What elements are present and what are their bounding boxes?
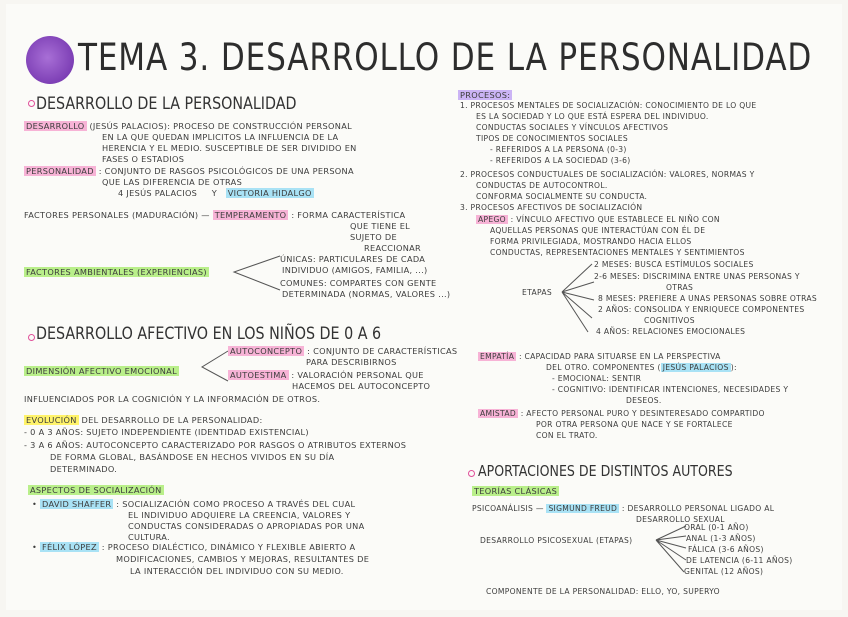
line: - 3 A 6 AÑOS: AUTOCONCEPTO CARACTERIZADO POR RASGOS O ATRIBUTOS EXTERNOS [24, 440, 407, 450]
line: 1. PROCESOS MENTALES DE SOCIALIZACIÓN: CONOCIMIENTO DE LO QUE [460, 101, 757, 110]
line: 4 AÑOS: RELACIONES EMOCIONALES [596, 327, 746, 336]
notes-page [6, 4, 842, 610]
line: FÁLICA (3-6 AÑOS) [688, 545, 764, 554]
term-procesos: PROCESOS: [460, 90, 511, 100]
brace-dimension [200, 349, 230, 383]
line: COGNITIVOS [644, 316, 695, 325]
line: CULTURA. [128, 532, 170, 542]
line: FASES O ESTADIOS [102, 154, 185, 164]
line: DESARROLLO (JESÚS PALACIOS): PROCESO DE CONSTRUCCIÓN PERSONAL [26, 121, 352, 131]
line: CONDUCTAS SOCIALES Y VÍNCULOS AFECTIVOS [476, 123, 669, 132]
line: 2 MESES: BUSCA ESTÍMULOS SOCIALES [594, 260, 754, 269]
line [472, 486, 559, 497]
line: GENITAL (12 AÑOS) [684, 567, 764, 576]
line: PERSONALIDAD : CONJUNTO DE RASGOS PSICOLÓGICOS DE UNA PERSONA [26, 166, 354, 176]
term-apego: APEGO [478, 215, 506, 224]
line: ES LA SOCIEDAD Y LO QUE ESTÁ ESPERA DEL INDIVIDUO. [476, 112, 709, 121]
line: FORMA PRIVILEGIADA, MOSTRANDO HACIA ELLOS [490, 237, 692, 246]
line: ÚNICAS: PARTICULARES DE CADA [280, 254, 426, 264]
brace-etapas [558, 260, 598, 340]
line: LA INTERACCIÓN DEL INDIVIDUO CON SU MEDIO. [130, 566, 344, 576]
line: HERENCIA Y EL MEDIO. SUSCEPTIBLE DE SER DIVIDIDO EN [102, 143, 357, 153]
line: ORAL (0-1 AÑO) [684, 523, 749, 532]
line: INFLUENCIADOS POR LA COGNICIÓN Y LA INFORMACIÓN DE OTROS. [24, 394, 321, 404]
line [24, 366, 179, 377]
line: AUTOESTIMA : VALORACIÓN PERSONAL QUE [230, 370, 424, 380]
line: OTRAS [666, 283, 694, 292]
line: CONDUCTAS CONSIDERADAS O APROPIADAS POR UNA [128, 521, 365, 531]
term-autoestima: AUTOESTIMA [230, 370, 287, 380]
line: 8 MESES: PREFIERE A UNAS PERSONAS SOBRE OTRAS [598, 294, 817, 303]
line: ANAL (1-3 AÑOS) [686, 534, 756, 543]
line: AUTOCONCEPTO : CONJUNTO DE CARACTERÍSTICAS [230, 346, 458, 356]
line: 4 JESÚS PALACIOS Y VICTORIA HIDALGO [118, 188, 312, 198]
line: MODIFICACIONES, CAMBIOS Y MEJORAS, RESULTANTES DE [116, 554, 370, 564]
bullet-dot [468, 470, 475, 477]
line: COMUNES: COMPARTES CON GENTE [280, 278, 437, 288]
term-teorias-clasicas: TEORÍAS CLÁSICAS [474, 486, 558, 496]
term-empatia: EMPATÍA [480, 352, 515, 361]
line: EL INDIVIDUO ADQUIERE LA CREENCIA, VALORES Y [128, 510, 351, 520]
line: SUJETO DE [350, 232, 398, 242]
line: FACTORES PERSONALES (MADURACIÓN) — TEMPERAMENTO : FORMA CARACTERÍSTICA [24, 210, 406, 220]
term-autoconcepto: AUTOCONCEPTO [230, 346, 303, 356]
bullet-dot [28, 100, 35, 107]
line: DESARROLLO PSICOSEXUAL (ETAPAS) [480, 536, 633, 545]
line: POR OTRA PERSONA QUE NACE Y SE FORTALECE [536, 420, 733, 429]
line: 2 AÑOS: CONSOLIDA Y ENRIQUECE COMPONENTES [598, 305, 805, 314]
author-jesus-palacios: JESÚS PALACIOS [662, 363, 729, 372]
line: DESARROLLO SEXUAL [636, 515, 725, 524]
term-amistad: AMISTAD [480, 409, 516, 418]
term-personalidad: PERSONALIDAD [26, 166, 94, 176]
line: PARA DESCRIBIRNOS [306, 357, 397, 367]
term-temperamento: TEMPERAMENTO [214, 210, 287, 220]
author-shaffer: DAVID SHAFFER [42, 499, 112, 509]
line: CON EL TRATO. [536, 431, 598, 440]
line: EN LA QUE QUEDAN IMPLICITOS LA INFLUENCIA DE LA [102, 132, 339, 142]
line: AMISTAD : AFECTO PERSONAL PURO Y DESINTERESADO COMPARTIDO [480, 409, 765, 418]
line: CONFORMA SOCIALMENTE SU CONDUCTA. [476, 192, 648, 201]
line: • FÉLIX LÓPEZ : PROCESO DIALÉCTICO, DINÁMICO Y FLEXIBLE ABIERTO A [32, 542, 356, 552]
line: DEL OTRO. COMPONENTES ( JESÚS PALACIOS ): [546, 363, 737, 372]
line: QUE LAS DIFERENCIA DE OTRAS [102, 177, 243, 187]
line: 2. PROCESOS CONDUCTUALES DE SOCIALIZACIÓN: VALORES, NORMAS Y [460, 170, 755, 179]
line: DETERMINADO. [50, 464, 118, 474]
section-heading-afectivo: DESARROLLO AFECTIVO EN LOS NIÑOS DE 0 A 6 [36, 324, 382, 344]
line: DE LATENCIA (6-11 AÑOS) [686, 556, 793, 565]
line: - EMOCIONAL: SENTIR [552, 374, 642, 383]
line: EMPATÍA : CAPACIDAD PARA SITUARSE EN LA PERSPECTIVA [480, 352, 721, 361]
line [28, 485, 164, 496]
brace-ambientales [232, 254, 282, 294]
line: 3. PROCESOS AFECTIVOS DE SOCIALIZACIÓN [460, 203, 643, 212]
line: PSICOANÁLISIS — SIGMUND FREUD : DESARROLLO PERSONAL LIGADO AL [472, 504, 775, 513]
line: EVOLUCIÓN DEL DESARROLLO DE LA PERSONALIDAD: [26, 415, 263, 425]
line: CONDUCTAS DE AUTOCONTROL. [476, 181, 608, 190]
line: QUE TIENE EL [350, 221, 411, 231]
term-evolucion: EVOLUCIÓN [26, 415, 77, 425]
line: COMPONENTE DE LA PERSONALIDAD: ELLO, YO, SUPERYO [486, 587, 720, 596]
term-aspectos: ASPECTOS DE SOCIALIZACIÓN [30, 485, 162, 495]
term-factores-ambientales: FACTORES AMBIENTALES (EXPERIENCIAS) [26, 267, 207, 277]
line: INDIVIDUO (AMIGOS, FAMILIA, ...) [282, 265, 428, 275]
page-title: TEMA 3. DESARROLLO DE LA PERSONALIDAD [78, 36, 813, 79]
purple-ink-blot [26, 36, 74, 84]
line: - COGNITIVO: IDENTIFICAR INTENCIONES, NECESIDADES Y [552, 385, 789, 394]
line: - REFERIDOS A LA PERSONA (0-3) [490, 145, 627, 154]
line: HACEMOS DEL AUTOCONCEPTO [292, 381, 431, 391]
line: REACCIONAR [364, 243, 422, 253]
section-heading-aportaciones: APORTACIONES DE DISTINTOS AUTORES [478, 462, 733, 480]
line [24, 267, 209, 278]
line: DESEOS. [626, 396, 662, 405]
author-lopez: FÉLIX LÓPEZ [42, 542, 97, 552]
line: • DAVID SHAFFER : SOCIALIZACIÓN COMO PROCESO A TRAVÉS DEL CUAL [32, 499, 356, 509]
section-heading-desarrollo: DESARROLLO DE LA PERSONALIDAD [36, 94, 297, 114]
brace-etapas-freud [654, 522, 688, 574]
line: AQUELLAS PERSONAS QUE INTERACTÚAN CON ÉL DE [490, 226, 706, 235]
author-victoria-hidalgo: VICTORIA HIDALGO [227, 188, 312, 198]
line: TIPOS DE CONOCIMIENTOS SOCIALES [476, 134, 629, 143]
author-freud: SIGMUND FREUD [548, 504, 618, 513]
line [458, 90, 512, 101]
line: DETERMINADA (NORMAS, VALORES ...) [282, 289, 451, 299]
term-dimension: DIMENSIÓN AFECTIVO EMOCIONAL [26, 366, 177, 376]
line: ETAPAS [522, 288, 552, 297]
bullet-dot [28, 334, 35, 341]
term-desarrollo: DESARROLLO [26, 121, 85, 131]
line: - REFERIDOS A LA SOCIEDAD (3-6) [490, 156, 631, 165]
line: APEGO : VÍNCULO AFECTIVO QUE ESTABLECE EL NIÑO CON [478, 215, 720, 224]
line: 2-6 MESES: DISCRIMINA ENTRE UNAS PERSONAS Y [594, 272, 800, 281]
line: DE FORMA GLOBAL, BASÁNDOSE EN HECHOS VIVIDOS EN SU DÍA [50, 452, 335, 462]
line: - 0 A 3 AÑOS: SUJETO INDEPENDIENTE (IDENTIDAD EXISTENCIAL) [24, 427, 309, 437]
line: CONDUCTAS, REPRESENTACIONES MENTALES Y SENTIMIENTOS [490, 248, 745, 257]
